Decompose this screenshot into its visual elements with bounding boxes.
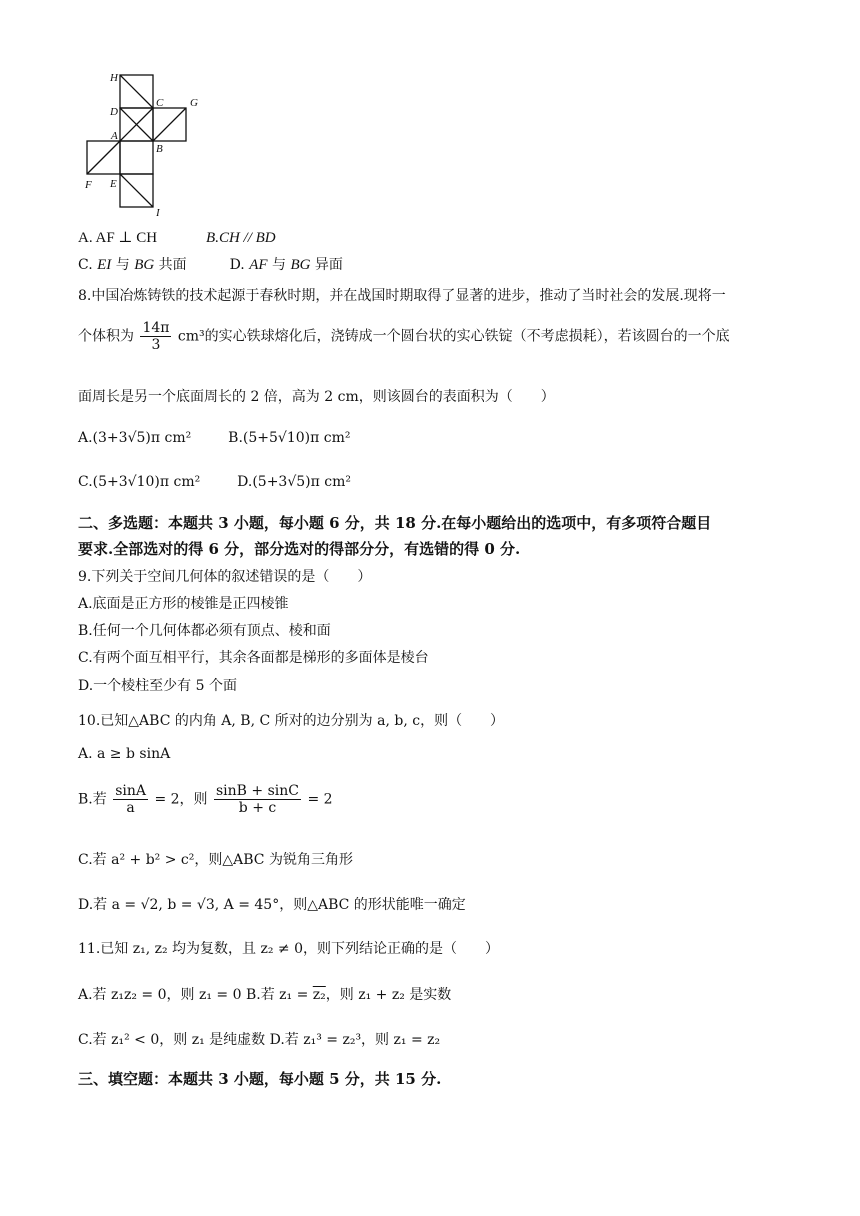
q11-options-row2 (78, 1029, 440, 1049)
q8-options-row2 (78, 474, 351, 490)
label-A: A (111, 130, 118, 142)
q11-option-a: A.若 z₁z₂ = 0，则 z₁ = 0 (78, 987, 242, 1003)
q9-option-b: B.任何一个几何体都必须有顶点、棱和面 (78, 623, 331, 639)
q10-fraction-2: $\frac{\sin B + \sin C}{b + c}$ (216, 783, 299, 816)
label-G: G (190, 97, 198, 109)
q7-options-row2 (78, 254, 343, 274)
label-D: D (110, 106, 118, 118)
q8-line2: 个体积为 $\frac{14\pi}{3}$ cm³的实心铁球熔化后，浇铸成一个圆台状的实心铁锭（不考虑损耗），若该圆台的一个底 (78, 320, 730, 353)
q10-option-b: B.若 $\frac{\sin A}{a}$ = 2，则 $\frac{\sin B + \sin C}{b + c}$ = 2 (78, 783, 333, 816)
section2-heading-line1: 二、多选题：本题共 3 小题，每小题 6 分，共 18 分.在每小题给出的选项中，有多项符合题目 (78, 514, 712, 532)
q8-option-b: B.(5+5√10)π cm² (228, 430, 351, 446)
q11-stem: 11.已知 z₁, z₂ 均为复数，且 z₂ ≠ 0，则下列结论正确的是（ ） (78, 941, 500, 957)
label-C: C (156, 97, 164, 109)
q9-option-d: D.一个棱柱至少有 5 个面 (78, 678, 237, 694)
q8-line3: 面周长是另一个底面周长的 2 倍，高为 2 cm，则该圆台的表面积为（ ） (78, 389, 555, 405)
label-H: H (110, 72, 118, 84)
q9-stem: 9.下列关于空间几何体的叙述错误的是（ ） (78, 569, 372, 585)
label-B: B (156, 143, 163, 155)
q7-option-a: A. AF ⊥ CH (78, 230, 158, 246)
q11-options-row1 (78, 984, 451, 1004)
q10-option-a: A. a ≥ b sinA (78, 746, 171, 762)
q7-option-d: D. AF 与 BG 异面 (229, 257, 343, 273)
q8-line1: 8.中国冶炼铸铁的技术起源于春秋时期，并在战国时期取得了显著的进步，推动了当时社会的发展.现将一 (78, 288, 726, 304)
q10-stem: 10.已知△ABC 的内角 A, B, C 所对的边分别为 a, b, c，则（ ） (78, 713, 505, 729)
label-E: E (110, 178, 117, 190)
q7-option-b: B.CH // BD (206, 230, 276, 246)
volume-fraction: $\frac{14\pi}{3}$ (142, 320, 170, 353)
q9-option-c: C.有两个面互相平行，其余各面都是梯形的多面体是棱台 (78, 650, 429, 666)
q8-option-c: C.(5+3√10)π cm² (78, 474, 201, 490)
label-I: I (156, 207, 160, 219)
q8-option-a: A.(3+3√5)π cm² (78, 430, 192, 446)
section3-heading: 三、填空题：本题共 3 小题，每小题 5 分，共 15 分. (78, 1070, 442, 1088)
q10-option-c: C.若 a² + b² > c²，则△ABC 为锐角三角形 (78, 852, 353, 868)
q10-option-d: D.若 a = √2, b = √3, A = 45°，则△ABC 的形状能唯一确定 (78, 897, 466, 913)
cube-net-figure (80, 70, 210, 220)
label-F: F (85, 179, 92, 191)
q8-options-row1 (78, 430, 350, 446)
q11-option-b: B.若 z₁ = z₂，则 z₁ + z₂ 是实数 (245, 987, 452, 1003)
q11-option-d: D.若 z₁³ = z₂³，则 z₁ = z₂ (269, 1032, 441, 1048)
q9-option-a: A.底面是正方形的棱锥是正四棱锥 (78, 596, 289, 612)
q11-option-c: C.若 z₁² < 0，则 z₁ 是纯虚数 (78, 1032, 266, 1048)
q8-option-d: D.(5+3√5)π cm² (237, 474, 352, 490)
section2-heading-line2: 要求.全部选对的得 6 分，部分选对的得部分分，有选错的得 0 分. (78, 540, 521, 558)
q7-option-c: C. EI 与 BG 共面 (78, 257, 187, 273)
q7-options-row1 (78, 228, 276, 247)
q10-fraction-1: $\frac{\sin A}{a}$ (115, 783, 146, 816)
conjugate-z2: z₂ (312, 987, 326, 1003)
